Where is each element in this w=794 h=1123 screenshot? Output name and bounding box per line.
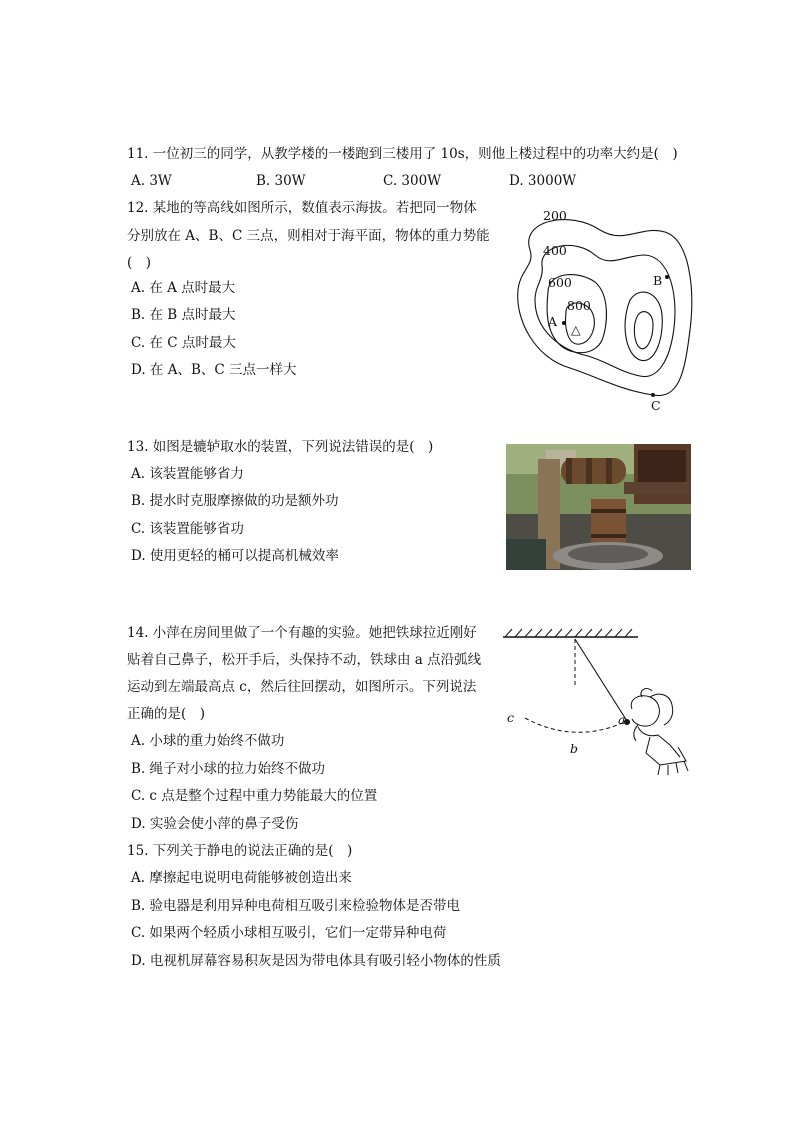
q11-option-d: D. 3000W bbox=[509, 173, 577, 189]
q15-option-c: C. 如果两个轻质小球相互吸引，它们一定带异种电荷 bbox=[131, 925, 447, 941]
label-600: 600 bbox=[548, 275, 572, 290]
label-b-point: b bbox=[570, 741, 579, 756]
q13-option-d: D. 使用更轻的桶可以提高机械效率 bbox=[131, 548, 339, 564]
contour-right-inner bbox=[634, 312, 653, 349]
pendulum-string bbox=[575, 639, 627, 721]
q11-option-b: B. 30W bbox=[256, 173, 306, 189]
q14-stem-line2: 贴着自己鼻子，松开手后，头保持不动，铁球由 a 点沿弧线 bbox=[127, 652, 482, 668]
point-c-dot bbox=[651, 393, 655, 397]
contour-map-figure bbox=[500, 200, 700, 420]
q12-stem-line2: 分别放在 A、B、C 三点，则相对于海平面，物体的重力势能 bbox=[127, 228, 490, 244]
q14-option-a: A. 小球的重力始终不做功 bbox=[131, 733, 285, 749]
q14-stem-line4: 正确的是( ) bbox=[127, 706, 206, 722]
label-c: C bbox=[651, 398, 661, 413]
summit-triangle-icon: △ bbox=[571, 322, 581, 337]
q13-option-c: C. 该装置能够省功 bbox=[131, 521, 244, 537]
q15-stem: 15. 下列关于静电的说法正确的是( ) bbox=[127, 843, 353, 859]
q12-option-b: B. 在 B 点时最大 bbox=[131, 307, 236, 323]
swing-arc bbox=[525, 718, 627, 732]
q14-stem-line3: 运动到左端最高点 c，然后往回摆动，如图所示。下列说法 bbox=[127, 679, 477, 695]
label-800: 800 bbox=[567, 298, 591, 313]
q12-stem-line3: ( ) bbox=[127, 255, 152, 271]
q15-option-b: B. 验电器是利用异种电荷相互吸引来检验物体是否带电 bbox=[131, 898, 461, 914]
q14-stem-line1: 14. 小萍在房间里做了一个有趣的实验。她把铁球拉近刚好 bbox=[127, 625, 477, 641]
label-200: 200 bbox=[543, 208, 567, 223]
point-a-dot bbox=[562, 321, 566, 325]
q15-option-d: D. 电视机屏幕容易积灰是因为带电体具有吸引轻小物体的性质 bbox=[131, 953, 501, 969]
q13-option-b: B. 提水时克服摩擦做的功是额外功 bbox=[131, 493, 339, 509]
label-400: 400 bbox=[543, 243, 567, 258]
q15-option-a: A. 摩擦起电说明电荷能够被创造出来 bbox=[131, 870, 352, 886]
q11-option-a: A. 3W bbox=[131, 173, 172, 189]
label-c-point: c bbox=[507, 710, 515, 725]
q12-stem-line1: 12. 某地的等高线如图所示，数值表示海拔。若把同一物体 bbox=[127, 200, 477, 216]
q11-stem: 11. 一位初三的同学，从教学楼的一楼跑到三楼用了 10s，则他上楼过程中的功率大约是( ) bbox=[127, 146, 678, 162]
contour-right-outer bbox=[625, 292, 662, 361]
q12-option-d: D. 在 A、B、C 三点一样大 bbox=[131, 362, 297, 378]
q14-option-d: D. 实验会使小萍的鼻子受伤 bbox=[131, 816, 299, 832]
q14-option-c: C. c 点是整个过程中重力势能最大的位置 bbox=[131, 788, 378, 804]
q11-option-c: C. 300W bbox=[383, 173, 442, 189]
label-a-point: a bbox=[618, 712, 626, 727]
girl-figure bbox=[631, 689, 688, 775]
point-b-dot bbox=[665, 275, 669, 279]
ceiling-hatching bbox=[505, 629, 632, 637]
q12-option-c: C. 在 C 点时最大 bbox=[131, 335, 236, 351]
contour-line-400 bbox=[535, 245, 675, 376]
q12-option-a: A. 在 A 点时最大 bbox=[131, 280, 236, 296]
label-b: B bbox=[653, 273, 663, 288]
q13-option-a: A. 该装置能够省力 bbox=[131, 466, 244, 482]
windlass-well-photo bbox=[506, 444, 691, 570]
pendulum-figure bbox=[500, 625, 695, 775]
q14-option-b: B. 绳子对小球的拉力始终不做功 bbox=[131, 761, 326, 777]
label-a: A bbox=[548, 314, 558, 329]
q13-stem: 13. 如图是辘轳取水的装置，下列说法错误的是( ) bbox=[127, 439, 434, 455]
